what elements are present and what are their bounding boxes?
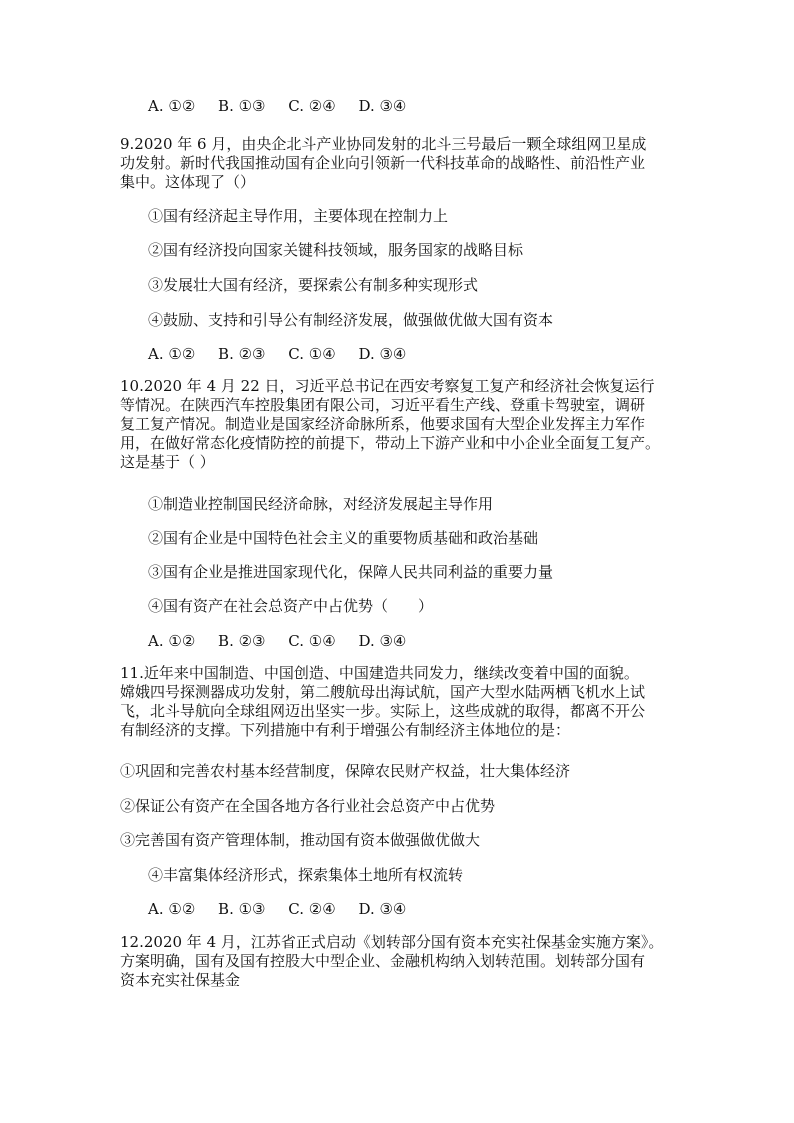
q11-statement-2: ②保证公有资产在全国各地方各行业社会总资产中占优势 xyxy=(120,797,496,815)
q9-stem-line: 功发射。新时代我国推动国有企业向引领新一代科技革命的战略性、前沿性产业 xyxy=(120,154,646,172)
q11-statement-1: ①巩固和完善农村基本经营制度，保障农民财产权益，壮大集体经济 xyxy=(120,762,571,780)
q9-option-b[interactable]: B. ②③ xyxy=(218,345,266,363)
q10-statement-2: ②国有企业是中国特色社会主义的重要物质基础和政治基础 xyxy=(148,529,539,547)
q10-stem-line: 等情况。在陕西汽车控股集团有限公司，习近平看生产线、登重卡驾驶室，调研 xyxy=(120,396,646,414)
q9-option-a[interactable]: A. ①② xyxy=(148,345,196,363)
q8-option-d[interactable]: D. ③④ xyxy=(358,97,407,115)
q10-stem-line: 这是基于（ ） xyxy=(120,453,215,471)
q11-statement-4: ④丰富集体经济形式，探索集体土地所有权流转 xyxy=(148,866,464,884)
q10-statement-3: ③国有企业是推进国家现代化，保障人民共同利益的重要力量 xyxy=(148,563,554,581)
q9-statement-1: ①国有经济起主导作用，主要体现在控制力上 xyxy=(148,207,449,225)
q11-statement-3: ③完善国有资产管理体制，推动国有资本做强做优做大 xyxy=(120,831,481,849)
q9-statement-2: ②国有经济投向国家关键科技领域，服务国家的战略目标 xyxy=(148,241,524,259)
q12-stem xyxy=(120,933,680,990)
q9-statement-3: ③发展壮大国有经济，要探索公有制多种实现形式 xyxy=(148,276,479,294)
q9-option-c[interactable]: C. ①④ xyxy=(288,345,336,363)
q11-stem-line: 嫦娥四号探测器成功发射，第二艘航母出海试航，国产大型水陆两栖飞机水上试 xyxy=(120,683,646,701)
q11-option-d[interactable]: D. ③④ xyxy=(358,900,407,918)
q9-stem-line: 9.2020 年 6 月，由央企北斗产业协同发射的北斗三号最后一颗全球组网卫星成 xyxy=(120,135,647,153)
q11-options xyxy=(148,900,708,919)
q10-option-a[interactable]: A. ①② xyxy=(148,632,196,650)
q9-option-d[interactable]: D. ③④ xyxy=(358,345,407,363)
q10-stem-line: 用，在做好常态化疫情防控的前提下，带动上下游产业和中小企业全面复工复产。 xyxy=(120,434,661,452)
q12-stem-line: 资本充实社保基金 xyxy=(120,971,241,989)
q11-option-a[interactable]: A. ①② xyxy=(148,900,196,918)
q8-option-b[interactable]: B. ①③ xyxy=(218,97,266,115)
q10-option-c[interactable]: C. ①④ xyxy=(288,632,336,650)
q8-option-c[interactable]: C. ②④ xyxy=(288,97,336,115)
q10-option-d[interactable]: D. ③④ xyxy=(358,632,407,650)
q11-stem-line: 飞，北斗导航向全球组网迈出坚实一步。实际上，这些成就的取得，都离不开公 xyxy=(120,702,646,720)
q11-option-c[interactable]: C. ②④ xyxy=(288,900,336,918)
q10-option-b[interactable]: B. ②③ xyxy=(218,632,266,650)
q12-stem-line: 12.2020 年 4 月，江苏省正式启动《划转部分国有资本充实社保基金实施方案》。 xyxy=(120,933,664,951)
q8-options xyxy=(148,97,708,116)
q10-stem-line: 复工复产情况。制造业是国家经济命脉所系，他要求国有大型企业发挥主力军作 xyxy=(120,415,646,433)
q9-options xyxy=(148,345,708,364)
q8-option-a[interactable]: A. ①② xyxy=(148,97,196,115)
q9-stem xyxy=(120,135,680,192)
q11-stem-line: 11.近年来中国制造、中国创造、中国建造共同发力，继续改变着中国的面貌。 xyxy=(120,664,639,682)
q11-stem xyxy=(120,664,680,740)
q10-stem-line: 10.2020 年 4 月 22 日，习近平总书记在西安考察复工复产和经济社会恢复运行 xyxy=(120,377,655,395)
q9-statement-4: ④鼓励、支持和引导公有制经济发展，做强做优做大国有资本 xyxy=(148,311,554,329)
q11-stem-line: 有制经济的支撑。下列措施中有利于增强公有制经济主体地位的是： xyxy=(120,721,571,739)
q10-statement-1: ①制造业控制国民经济命脉，对经济发展起主导作用 xyxy=(148,495,494,513)
q10-options xyxy=(148,632,708,651)
q10-stem xyxy=(120,377,680,472)
q12-stem-line: 方案明确，国有及国有控股大中型企业、金融机构纳入划转范围。划转部分国有 xyxy=(120,952,646,970)
q10-statement-4: ④国有资产在社会总资产中占优势（ ） xyxy=(148,597,434,615)
q9-stem-line: 集中。这体现了（） xyxy=(120,173,256,191)
q11-option-b[interactable]: B. ①③ xyxy=(218,900,266,918)
